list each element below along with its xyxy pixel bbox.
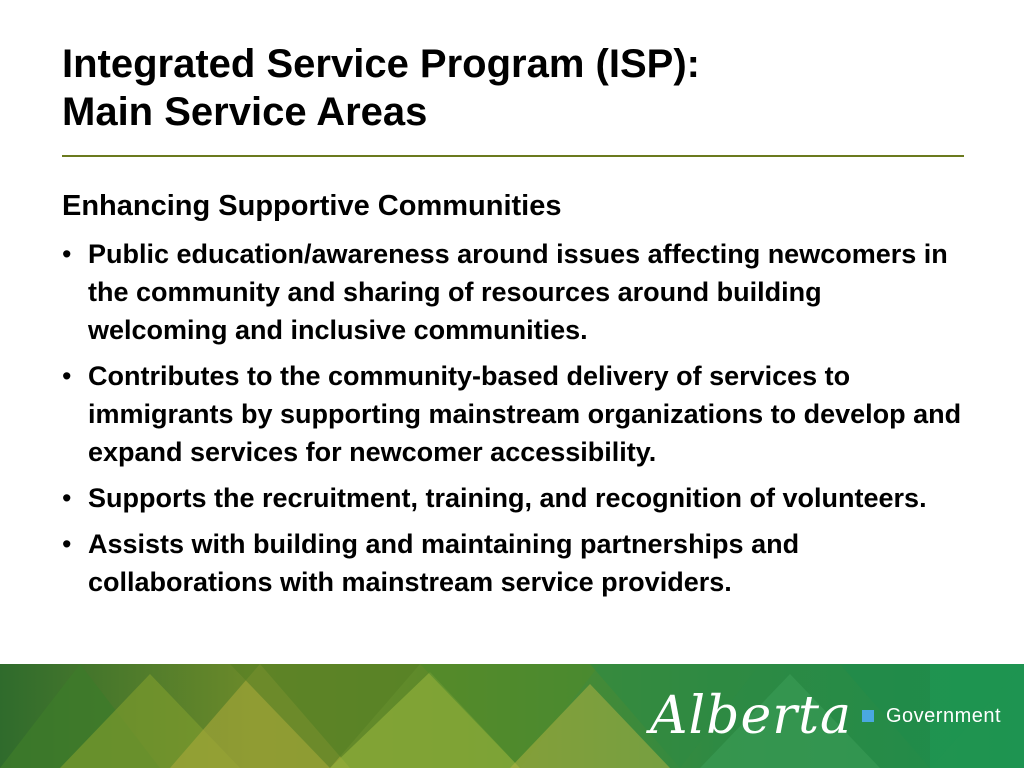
bullet-item (62, 235, 962, 349)
bullet-text: Contributes to the community-based delivery of services to immigrants by supporting mainstream organizations to develop and expand services for newcomer accessibility. (88, 361, 962, 467)
bullet-item (62, 525, 962, 601)
alberta-government-logo (650, 676, 1001, 756)
bullet-marker: • (62, 239, 72, 269)
slide-title-line-1: Integrated Service Program (ISP): (62, 42, 700, 86)
slide-title (62, 40, 962, 136)
bullet-item (62, 357, 962, 471)
bullet-marker: • (62, 361, 72, 391)
bullet-list (62, 235, 962, 609)
bullet-text: Assists with building and maintaining partnerships and collaborations with mainstream service providers. (88, 529, 800, 597)
alberta-wordmark: Alberta (650, 686, 852, 746)
bullet-marker: • (62, 529, 72, 559)
bullet-item (62, 479, 962, 517)
bullet-text: Public education/awareness around issues affecting newcomers in the community and sharing of resources around building welcoming and inclusive communities. (88, 239, 948, 345)
section-heading: Enhancing Supportive Communities (62, 190, 562, 222)
bullet-text: Supports the recruitment, training, and recognition of volunteers. (88, 483, 927, 513)
slide-title-line-2: Main Service Areas (62, 90, 428, 134)
title-divider (62, 155, 964, 157)
government-label: Government (886, 704, 1002, 727)
bullet-marker: • (62, 483, 72, 513)
logo-square-icon (862, 710, 874, 722)
